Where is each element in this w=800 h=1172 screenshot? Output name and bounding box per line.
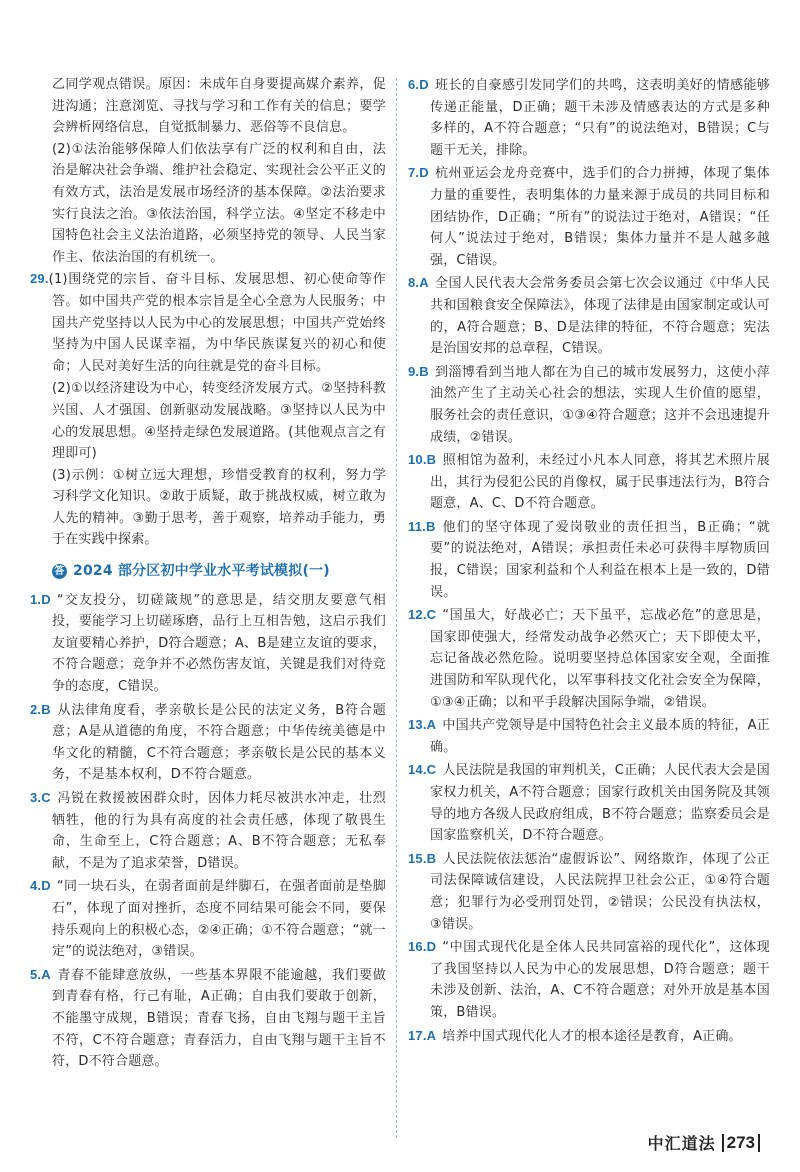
answer-number: 8. [408,275,420,291]
answer-explanation: 培养中国式现代化人才的根本途径是教育，A正确。 [442,1028,742,1044]
answer-choice: A [426,1027,437,1043]
answer-item [408,162,770,271]
q29-part-2: (2)①以经济建设为中心，转变经济发展方式。②坚持科教兴国、人才强国、创新驱动发展战略。③坚持以人民为中心的发展思想。④坚持走绿色发展道路。(其他观点言之有理即可) [52,381,386,462]
answer-explanation: 杭州亚运会龙舟竞赛中，选手们的合力拼搏，体现了集体力量的重要性，表明集体的力量来源于成员的共同目标和团结协作，D正确；“所有”的说法过于绝对，A错误；“任何人”说法过于绝对，B错误；集体力量并不是人越多越强，C错误。 [430,166,770,268]
answer-explanation: 青春不能肆意放纵，一些基本界限不能逾越，我们要做到青春有格，行己有耻，A正确；自由我们要敢于创新，不能墨守成规，B错误；青春飞扬，自由飞翔与题干主旨不符，C不符合题意；青春活力，自由飞翔与题干主旨不符，D不符合题意。 [52,967,386,1070]
answer-explanation: 班长的自豪感引发同学们的共鸣，这表明美好的情感能够传递正能量，D正确；题干未涉及情感表达的方式是多种多样的，A不符合题意；“只有”的说法绝对，B错误；C与题干无关，排除。 [430,78,770,158]
answer-item [408,272,770,359]
answer-choice: A [426,717,437,733]
answer-explanation: 从法律角度看，孝亲敬长是公民的法定义务，B符合题意；A是从道德的角度，不符合题意；中华传统美德是中华文化的精髓，C不符合题意；孝亲敬长是公民的基本义务，不是基本权利，D不符合题意。 [52,702,386,783]
answer-item [408,604,770,713]
answer-choice: B [425,518,436,534]
answer-explanation: “国虽大，好战必亡；天下虽平，忘战必危”的意思是，国家即使强大，经常发动战争必然灭亡；天下即使太平，忘记备战必然危险。说明要坚持总体国家安全观，全面推进国防和军队现代化，以军事科技文化社会安全为保障，①③④正确；以和平手段解决国际争端，②错误。 [430,608,770,710]
answer-number: 2. [30,701,42,717]
answer-number: 12. [408,607,427,623]
answer-item [30,964,386,1073]
answer-number: 6. [408,77,420,92]
answer-explanation: 他们的坚守体现了爱岗敬业的责任担当，B正确；“就要”的说法绝对，A错误；承担责任未必可获得丰厚物质回报，C错误；国家利益和个人利益在根本上是一致的，D错误。 [430,519,770,600]
answer-choice: A [419,275,429,291]
answer-explanation: “中国式现代化是全体人民共同富裕的现代化”，这体现了我国坚持以人民为中心的发展思想，D符合题意；题干未涉及创新、法治，A、C不符合题意；对外开放是基本国策，B错误。 [430,940,770,1020]
answer-choice: B [426,850,437,866]
answer-explanation: 全国人民代表大会常务委员会第七次会议通过《中华人民共和国粮食安全保障法》，体现了法律是由国家制定或认可的，A符合题意；B、D是法律的特征，不符合题意；宪法是治国安邦的总章程，C错误。 [430,276,770,357]
left-column [30,74,386,1074]
answer-item [30,699,386,786]
column-divider [396,78,397,1138]
answer-number: 7. [408,165,420,181]
intro-paragraph-1: 乙同学观点错误。原因：未成年自身要提高媒介素养，促进沟通；注意浏览、寻找与学习和工作有关的信息；要学会辨析网络信息，自觉抵制暴力、恶俗等不良信息。 [52,77,386,136]
answer-choice: B [41,701,51,717]
answer-explanation: 人民法院依法惩治“虚假诉讼”、网络欺诈，体现了公正司法保障诚信建设，人民法院捍卫社会公正，①④符合题意；犯罪行为必受刑罚处罚，②错误；公民没有执法权，③错误。 [430,851,770,932]
q29-part-1: (1)围绕党的宗旨、奋斗目标、发展思想、初心使命等作答。如中国共产党的根本宗旨是全心全意为人民服务；中国共产党坚持以人民为中心的发展思想；中国共产党始终坚持为中国人民谋幸福，为中华民族谋复兴的初心和使命；人民对美好生活的向往就是党的奋斗目标。 [48,272,386,374]
answer-choice: D [419,77,429,92]
answer-choice: C [426,762,437,778]
question-number: 29. [30,271,49,287]
answer-item [408,361,770,448]
answer-item [408,714,770,758]
answer-explanation: “交友投分，切磋箴规”的意思是，结交朋友要意气相投，要能学习上切磋琢磨，品行上互相告勉，这启示我们友谊要精心养护，D符合题意；A、B是建立友谊的要求，不符合题意；竞争并不必然伤害友谊，关键是我们对待竞争的态度，C错误。 [52,592,386,695]
answer-choice: D [426,939,437,955]
answer-explanation: “同一块石头，在弱者面前是绊脚石，在强者面前是垫脚石”，体现了面对挫折，态度不同结果可能会不同，要保持乐观向上的积极心态，②④正确；①不符合题意；“就一定”的说法绝对，③错误。 [52,879,386,960]
answer-explanation: 中国共产党领导是中国特色社会主义最本质的特征，A正确。 [430,718,770,755]
answer-choice: B [426,452,437,468]
answer-number: 14. [408,762,427,778]
section-marker-icon: 答 [52,564,67,579]
answer-item [408,848,770,935]
answer-choice: C [41,790,51,805]
answer-choice: B [419,363,429,379]
answer-number: 17. [408,1027,427,1043]
answer-choice: C [426,607,437,623]
question-29 [30,268,386,377]
intro-paragraph-2: (2)①法治能够保障人们依法享有广泛的权利和自由，法治是解决社会争端、维护社会稳定、实现社会公平正义的有效方式，法治是发展市场经济的基本保障。②法治要求实行良法之治。③依法治国，科学立法。④坚定不移走中国特色社会主义法治道路，必须坚持党的领导、人民当家作主、依法治国的有机统一。 [52,141,386,265]
answer-explanation: 冯锐在救援被困群众时，因体力耗尽被洪水冲走，壮烈牺牲，他的行为具有高度的社会责任感，体现了敬畏生命，生命至上，C符合题意；A、B不符合题意；无私奉献，不是为了追求荣誉，D错误。 [52,791,386,871]
answer-number: 4. [30,878,42,894]
answer-item [408,449,770,515]
answer-explanation: 人民法院是我国的审判机关，C正确；人民代表大会是国家权力机关，A不符合题意；国家行政机关由国务院及其领导的地方各级人民政府组成，B不符合题意；监察委员会是国家监察机关，D不符合题意。 [430,763,770,844]
answer-number: 1. [30,591,42,607]
q29-part-3: (3)示例：①树立远大理想，珍惜受教育的权利，努力学习科学文化知识。②敢于质疑，敢于挑战权威，树立敢为人先的精神。③勤于思考，善于观察，培养动手能力，勇于在实践中探索。 [52,467,386,548]
answer-choice: D [41,878,51,894]
answer-number: 3. [30,790,42,805]
answer-number: 16. [408,939,427,955]
answer-item [408,759,770,846]
answer-number: 10. [408,452,427,468]
answer-explanation: 照相馆为盈利，未经过小凡本人同意，将其艺术照片展出，其行为侵犯公民的肖像权，属于民事违法行为，B符合题意，A、C、D不符合题意。 [430,453,770,512]
right-column [408,74,770,1048]
answer-number: 13. [408,717,427,733]
answer-explanation: 到淄博看到当地人都在为自己的城市发展努力，这使小萍油然产生了主动关心社会的想法，实现人生价值的愿望，服务社会的责任意识，①③④符合题意；这并不会迅速提升成绩，②错误。 [430,364,770,445]
footer-brand: 中汇道法 [647,1136,716,1153]
answer-choice: A [41,966,51,982]
answer-item [30,589,386,698]
answer-item [30,875,386,962]
answer-choice: D [419,165,429,181]
answer-number: 11. [408,518,426,534]
answer-item [408,1025,770,1048]
answer-number: 5. [30,966,42,982]
answer-number: 15. [408,850,427,866]
answer-item [408,936,770,1023]
answer-item [408,516,770,603]
answer-item [30,787,386,874]
answer-number: 9. [408,363,420,379]
section-title [30,561,386,583]
page-footer [648,1131,760,1154]
section-title-text: 2024 部分区初中学业水平考试模拟(一) [73,563,330,580]
page-number: 273 [722,1134,760,1152]
answer-item [408,74,770,161]
answer-choice: D [41,591,51,607]
